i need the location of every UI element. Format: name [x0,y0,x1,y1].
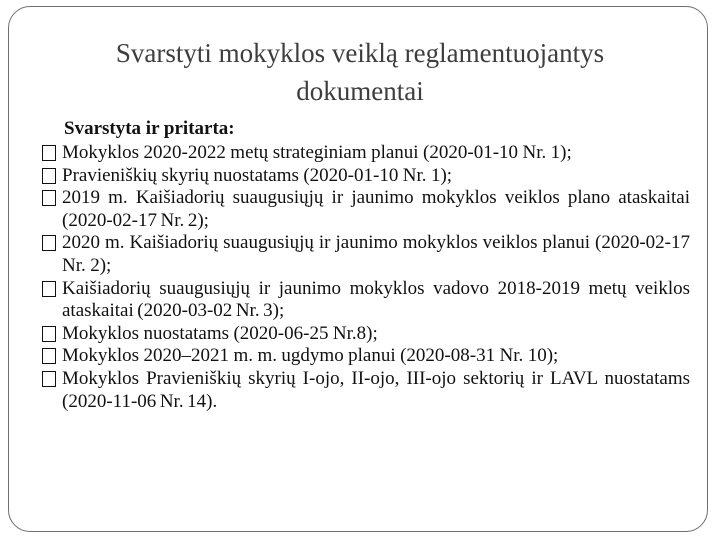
empty-square-icon [42,168,56,184]
list-item [42,368,690,413]
empty-square-icon [42,190,56,206]
empty-square-icon [42,235,56,251]
list-item-text: Mokyklos 2020–2021 m. m. ugdymo planui (2020-08-31 Nr. 10); [62,345,559,367]
list-item [42,142,690,165]
list-item [42,278,690,323]
empty-square-icon [42,371,56,387]
list-item-text: Mokyklos 2020-2022 metų strateginiam planui (2020-01-10 Nr. 1); [62,142,572,163]
empty-square-icon [42,145,56,161]
list-item-text: Mokyklos Pravieniškių skyrių I-ojo, II-ojo, III-ojo sektorių ir LAVL nuostatams (2020-11-06 Nr. 14). [62,367,690,412]
list-item [42,165,690,188]
document-list [42,142,690,413]
slide-title-line-2: dokumentai [296,76,424,106]
list-item [42,187,690,232]
empty-square-icon [42,348,56,364]
empty-square-icon [42,281,56,297]
list-item [42,345,690,368]
list-item-text: Kaišiadorių suaugusiųjų ir jaunimo mokyklos vadovo 2018-2019 metų veiklos ataskaitai (2020-03-02 Nr. 3); [62,277,690,322]
empty-square-icon [42,326,56,342]
list-item [42,232,690,277]
intro-heading: Svarstyta ir pritarta: [64,118,235,139]
list-item-text: Mokyklos nuostatams (2020-06-25 Nr.8); [62,322,378,344]
list-item [42,323,690,346]
slide-title-line-1: Svarstyti mokyklos veiklą reglamentuojantys [115,38,605,68]
list-item-text: Pravieniškių skyrių nuostatams (2020-01-10 Nr. 1); [62,164,453,186]
list-item-text: 2019 m. Kaišiadorių suaugusiųjų ir jaunimo mokyklos veiklos plano ataskaitai (2020-02-17 Nr. 2); [62,187,690,231]
slide-title [30,34,690,110]
list-item-text: 2020 m. Kaišiadorių suaugusiųjų ir jaunimo mokyklos veiklos planui (2020-02-17 Nr. 2); [62,232,690,276]
